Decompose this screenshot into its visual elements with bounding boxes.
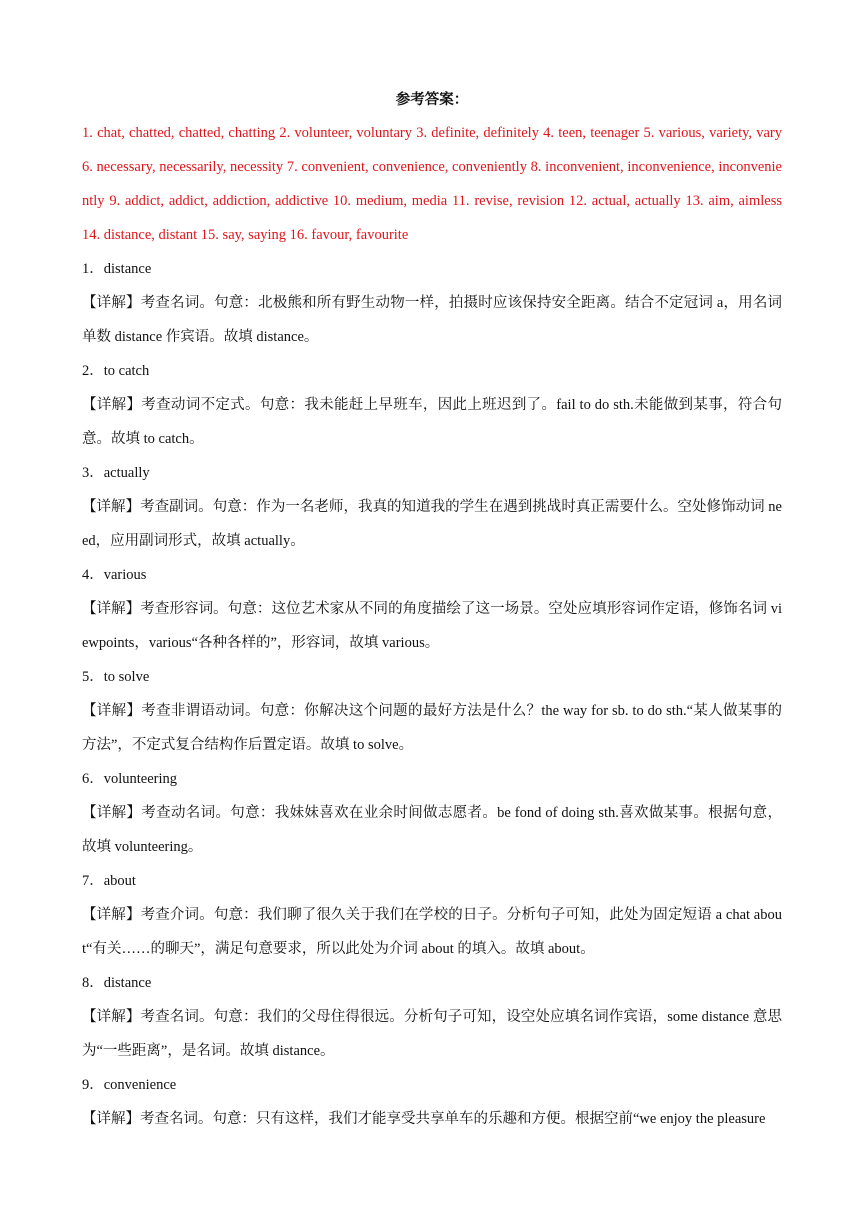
explanation: 【详解】考查动词不定式。句意：我未能赶上早班车，因此上班迟到了。fail to do sth.未能做到某事，符合句意。故填 to catch。 xyxy=(82,397,782,447)
explanation: 【详解】考查动名词。句意：我妹妹喜欢在业余时间做志愿者。be fond of doing sth.喜欢做某事。根据句意，故填 volunteering。 xyxy=(82,805,782,855)
answer-line: 2．to catch xyxy=(82,363,150,379)
list-item xyxy=(82,558,782,660)
explanation: 【详解】考查非谓语动词。句意：你解决这个问题的最好方法是什么？the way for sb. to do sth.“某人做某事的方法”，不定式复合结构作后置定语。故填 to solve。 xyxy=(82,703,782,753)
answer-key: 1. chat, chatted, chatted, chatting 2. volunteer, voluntary 3. definite, definitely 4. teen, teenager 5. various, variety, vary 6. necessary, necessarily, necessity 7. convenient, convenience, conveniently 8. inconvenient, inconvenience, inconveniently 9. addict, addict, addiction, addictive 10. medium, media 11. revise, revision 12. actual, actually 13. aim, aimless 14. distance, distant 15. say, saying 16. favour, favourite xyxy=(82,125,797,243)
answer-line: 7．about xyxy=(82,873,136,889)
list-item xyxy=(82,456,782,558)
explanation: 【详解】考查形容词。句意：这位艺术家从不同的角度描绘了这一场景。空处应填形容词作定语，修饰名词 viewpoints，various“各种各样的”，形容词，故填 various。 xyxy=(82,601,782,651)
answer-line: 8．distance xyxy=(82,975,152,991)
list-item xyxy=(82,864,782,966)
answer-line: 1．distance xyxy=(82,261,152,277)
list-item xyxy=(82,1068,782,1136)
explanation: 【详解】考查名词。句意：我们的父母住得很远。分析句子可知，设空处应填名词作宾语，some distance 意思为“一些距离”，是名词。故填 distance。 xyxy=(82,1009,782,1059)
list-item xyxy=(82,762,782,864)
answer-line: 5．to solve xyxy=(82,669,150,685)
list-item xyxy=(82,252,782,354)
page-title: 参考答案： xyxy=(395,92,469,108)
explanation: 【详解】考查名词。句意：北极熊和所有野生动物一样，拍摄时应该保持安全距离。结合不定冠词 a，用名词单数 distance 作宾语。故填 distance。 xyxy=(82,295,782,345)
explanation: 【详解】考查介词。句意：我们聊了很久关于我们在学校的日子。分析句子可知，此处为固定短语 a chat about“有关……的聊天”，满足句意要求，所以此处为介词 about 的填入。故填 about。 xyxy=(82,907,782,957)
list-item xyxy=(82,354,782,456)
explanation: 【详解】考查名词。句意：只有这样，我们才能享受共享单车的乐趣和方便。根据空前“we enjoy the pleasure xyxy=(82,1111,766,1127)
answer-line: 9．convenience xyxy=(82,1077,177,1093)
answer-page xyxy=(82,86,797,1136)
list-item xyxy=(82,660,782,762)
explanation: 【详解】考查副词。句意：作为一名老师，我真的知道我的学生在遇到挑战时真正需要什么。空处修饰动词 need，应用副词形式，故填 actually。 xyxy=(82,499,782,549)
answer-line: 3．actually xyxy=(82,465,150,481)
answer-line: 4．various xyxy=(82,567,147,583)
list-item xyxy=(82,966,782,1068)
answer-line: 6．volunteering xyxy=(82,771,178,787)
